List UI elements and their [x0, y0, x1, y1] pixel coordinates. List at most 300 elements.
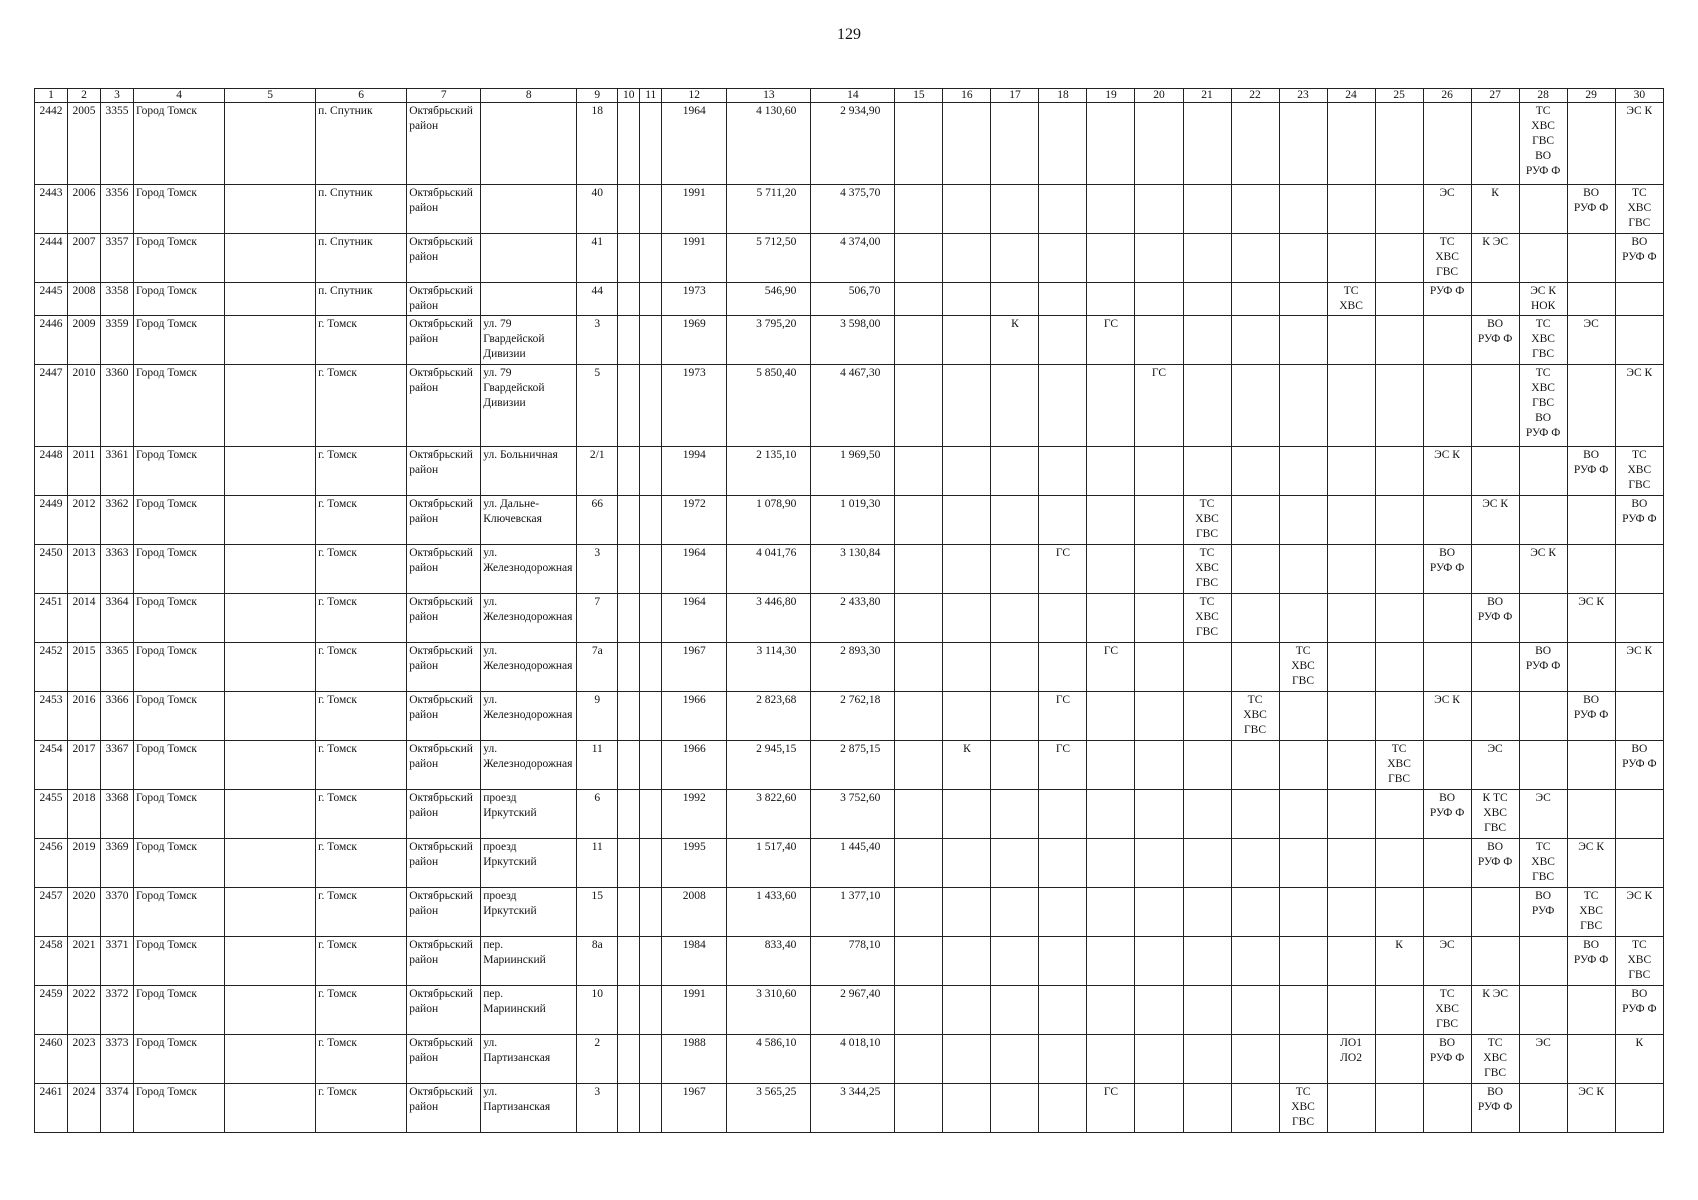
table-cell [1519, 741, 1567, 790]
table-cell: 3374 [101, 1084, 134, 1133]
table-cell: ТС ХВС ГВС [1567, 888, 1615, 937]
table-cell: 3368 [101, 790, 134, 839]
table-cell: г. Томск [316, 1084, 407, 1133]
table-cell [895, 316, 943, 365]
table-cell [225, 447, 316, 496]
column-number: 29 [1567, 89, 1615, 103]
table-cell: Октябрьский район [407, 594, 481, 643]
table-row [35, 545, 1664, 594]
table-cell [1279, 365, 1327, 447]
table-cell [1231, 594, 1279, 643]
table-cell: ЭС К [1423, 692, 1471, 741]
table-cell [1375, 283, 1423, 316]
table-cell: 1984 [662, 937, 727, 986]
table-cell [991, 234, 1039, 283]
table-cell: 2022 [68, 986, 101, 1035]
table-cell: 1973 [662, 365, 727, 447]
table-cell [1327, 496, 1375, 545]
table-cell: Октябрьский район [407, 1035, 481, 1084]
table-cell: ТС ХВС ГВС [1231, 692, 1279, 741]
table-cell: 2456 [35, 839, 68, 888]
table-cell [481, 185, 577, 234]
table-cell: 2009 [68, 316, 101, 365]
table-cell: 3371 [101, 937, 134, 986]
table-cell [1423, 365, 1471, 447]
table-cell [1375, 986, 1423, 1035]
table-cell [943, 283, 991, 316]
table-cell [640, 937, 662, 986]
table-cell [1471, 103, 1519, 185]
table-cell: ТС ХВС [1327, 283, 1375, 316]
table-cell [225, 283, 316, 316]
table-cell [1471, 692, 1519, 741]
table-cell: ЭС [1423, 937, 1471, 986]
table-cell: 2 893,30 [811, 643, 895, 692]
column-number: 14 [811, 89, 895, 103]
table-cell [1183, 1084, 1231, 1133]
table-cell [1087, 283, 1135, 316]
table-cell: 2459 [35, 986, 68, 1035]
table-cell: 4 130,60 [727, 103, 811, 185]
table-cell: проезд Иркутский [481, 839, 577, 888]
table-cell: Город Томск [134, 643, 225, 692]
table-cell [1615, 790, 1663, 839]
table-cell [1327, 234, 1375, 283]
table-cell [618, 839, 640, 888]
table-row [35, 365, 1664, 447]
table-cell: 1995 [662, 839, 727, 888]
table-cell: 41 [577, 234, 618, 283]
table-cell: ул. Железнодорожная [481, 594, 577, 643]
table-cell: 546,90 [727, 283, 811, 316]
table-cell: 1 377,10 [811, 888, 895, 937]
table-cell [1279, 283, 1327, 316]
table-cell [1087, 839, 1135, 888]
table-cell: ВО РУФ Ф [1471, 1084, 1519, 1133]
table-cell [618, 234, 640, 283]
table-cell [1519, 496, 1567, 545]
table-cell [991, 103, 1039, 185]
table-cell [991, 185, 1039, 234]
table-cell: ТС ХВС ГВС [1375, 741, 1423, 790]
table-cell [1183, 986, 1231, 1035]
table-cell [943, 1035, 991, 1084]
table-cell: 11 [577, 839, 618, 888]
table-cell [1519, 986, 1567, 1035]
table-cell: 2 433,80 [811, 594, 895, 643]
table-cell [225, 839, 316, 888]
table-cell [1279, 496, 1327, 545]
table-cell [1135, 790, 1183, 839]
table-cell: 2445 [35, 283, 68, 316]
table-cell: Город Томск [134, 741, 225, 790]
table-cell: 3366 [101, 692, 134, 741]
table-cell: 1 517,40 [727, 839, 811, 888]
table-cell [1615, 545, 1663, 594]
table-cell [1279, 447, 1327, 496]
table-cell: Город Томск [134, 594, 225, 643]
table-cell: п. Спутник [316, 185, 407, 234]
column-number: 26 [1423, 89, 1471, 103]
table-row [35, 234, 1664, 283]
table-cell [618, 1035, 640, 1084]
column-number: 22 [1231, 89, 1279, 103]
table-cell: 2446 [35, 316, 68, 365]
table-cell: проезд Иркутский [481, 888, 577, 937]
table-cell [943, 496, 991, 545]
table-cell [1183, 447, 1231, 496]
table-cell [225, 234, 316, 283]
table-cell [481, 234, 577, 283]
table-cell [991, 283, 1039, 316]
table-cell [1183, 643, 1231, 692]
table-cell: Октябрьский район [407, 790, 481, 839]
table-cell: 40 [577, 185, 618, 234]
table-cell [1327, 839, 1375, 888]
table-cell [1567, 1035, 1615, 1084]
table-cell: 7а [577, 643, 618, 692]
table-cell: ГС [1039, 692, 1087, 741]
table-cell [225, 103, 316, 185]
table-cell: ЭС К [1567, 594, 1615, 643]
table-cell [1423, 643, 1471, 692]
table-cell [1375, 365, 1423, 447]
table-cell [1327, 937, 1375, 986]
table-cell [225, 986, 316, 1035]
table-cell [1567, 545, 1615, 594]
table-cell [640, 234, 662, 283]
table-cell [943, 986, 991, 1035]
table-cell: ул. 79 Гвардейской Дивизии [481, 316, 577, 365]
table-cell [1087, 986, 1135, 1035]
table-cell [1471, 545, 1519, 594]
table-cell [1135, 839, 1183, 888]
table-row [35, 185, 1664, 234]
table-cell: 3 822,60 [727, 790, 811, 839]
table-cell [1135, 185, 1183, 234]
table-cell [1039, 888, 1087, 937]
table-cell: 1 433,60 [727, 888, 811, 937]
table-cell: 2458 [35, 937, 68, 986]
table-cell [1279, 545, 1327, 594]
table-cell [225, 365, 316, 447]
table-cell: 3365 [101, 643, 134, 692]
table-cell: ЭС К [1567, 1084, 1615, 1133]
table-cell: 2454 [35, 741, 68, 790]
table-cell: 2 967,40 [811, 986, 895, 1035]
table-cell: 2461 [35, 1084, 68, 1133]
table-cell [943, 545, 991, 594]
table-cell: 3 598,00 [811, 316, 895, 365]
table-cell: 2460 [35, 1035, 68, 1084]
table-cell: Октябрьский район [407, 1084, 481, 1133]
table-cell [1231, 937, 1279, 986]
table-cell [1039, 316, 1087, 365]
table-cell [1279, 692, 1327, 741]
table-cell [1375, 496, 1423, 545]
table-cell: К [1375, 937, 1423, 986]
table-cell: ВО РУФ Ф [1423, 790, 1471, 839]
table-cell [225, 692, 316, 741]
table-cell [1471, 365, 1519, 447]
table-cell [225, 741, 316, 790]
table-cell [1183, 1035, 1231, 1084]
table-row [35, 741, 1664, 790]
table-cell: Октябрьский район [407, 741, 481, 790]
table-cell [1279, 741, 1327, 790]
table-cell [991, 839, 1039, 888]
table-cell: п. Спутник [316, 234, 407, 283]
column-number: 17 [991, 89, 1039, 103]
table-cell: ВО РУФ Ф [1567, 937, 1615, 986]
table-cell [1183, 888, 1231, 937]
table-cell [225, 1035, 316, 1084]
table-cell [943, 937, 991, 986]
table-cell [1423, 496, 1471, 545]
table-cell [1567, 234, 1615, 283]
table-cell: 2448 [35, 447, 68, 496]
table-cell: 2007 [68, 234, 101, 283]
table-cell [895, 103, 943, 185]
table-cell: 3357 [101, 234, 134, 283]
table-cell: п. Спутник [316, 283, 407, 316]
table-cell: 3 [577, 316, 618, 365]
table-cell [1615, 692, 1663, 741]
table-cell: 3361 [101, 447, 134, 496]
table-cell: ТС ХВС ГВС [1615, 937, 1663, 986]
table-cell [1615, 839, 1663, 888]
table-cell: 2010 [68, 365, 101, 447]
table-cell [1135, 741, 1183, 790]
table-cell [1183, 365, 1231, 447]
table-cell [895, 839, 943, 888]
table-cell [1327, 594, 1375, 643]
table-cell: 2450 [35, 545, 68, 594]
table-cell [225, 316, 316, 365]
table-cell [1423, 888, 1471, 937]
table-cell: ВО РУФ Ф [1615, 986, 1663, 1035]
table-row [35, 283, 1664, 316]
table-row [35, 316, 1664, 365]
table-cell: 3 [577, 545, 618, 594]
table-cell: 3364 [101, 594, 134, 643]
table-cell [1087, 447, 1135, 496]
table-row [35, 790, 1664, 839]
table-cell: Октябрьский район [407, 447, 481, 496]
table-cell: ЭС К [1423, 447, 1471, 496]
table-cell: ЛО1 ЛО2 [1327, 1035, 1375, 1084]
table-cell: ГС [1039, 741, 1087, 790]
table-cell [895, 1084, 943, 1133]
table-cell [1471, 888, 1519, 937]
table-cell [640, 447, 662, 496]
table-cell: 3 114,30 [727, 643, 811, 692]
table-cell [1183, 185, 1231, 234]
table-cell: ТС ХВС ГВС [1183, 594, 1231, 643]
table-cell [1567, 103, 1615, 185]
table-cell: ВО РУФ Ф [1519, 643, 1567, 692]
table-cell: ВО РУФ Ф [1423, 1035, 1471, 1084]
table-cell [1135, 888, 1183, 937]
table-cell [1231, 283, 1279, 316]
table-cell: г. Томск [316, 692, 407, 741]
table-cell: 1967 [662, 643, 727, 692]
table-cell [1375, 643, 1423, 692]
column-number: 3 [101, 89, 134, 103]
table-cell: 3370 [101, 888, 134, 937]
table-cell [1039, 185, 1087, 234]
table-cell: г. Томск [316, 986, 407, 1035]
table-cell [1231, 986, 1279, 1035]
table-cell [1327, 643, 1375, 692]
table-cell: г. Томск [316, 1035, 407, 1084]
table-cell: 18 [577, 103, 618, 185]
table-cell: 10 [577, 986, 618, 1035]
column-number: 5 [225, 89, 316, 103]
table-cell: 1966 [662, 741, 727, 790]
table-cell [1039, 283, 1087, 316]
table-cell [1135, 447, 1183, 496]
column-number: 12 [662, 89, 727, 103]
table-cell [1039, 839, 1087, 888]
table-row [35, 643, 1664, 692]
table-cell: г. Томск [316, 888, 407, 937]
table-cell [1423, 839, 1471, 888]
column-number: 20 [1135, 89, 1183, 103]
table-cell: Октябрьский район [407, 937, 481, 986]
table-cell: 2447 [35, 365, 68, 447]
table-cell [1039, 365, 1087, 447]
table-cell [640, 986, 662, 1035]
table-cell [1327, 545, 1375, 594]
table-cell [943, 447, 991, 496]
table-cell [1423, 316, 1471, 365]
table-cell [1567, 643, 1615, 692]
table-cell: 2453 [35, 692, 68, 741]
table-cell [895, 234, 943, 283]
table-cell: 2 [577, 1035, 618, 1084]
table-cell [225, 545, 316, 594]
table-cell [1279, 888, 1327, 937]
table-cell: ЭС [1519, 790, 1567, 839]
table-cell: 1991 [662, 185, 727, 234]
table-cell: 2/1 [577, 447, 618, 496]
table-cell [1087, 234, 1135, 283]
table-cell [895, 594, 943, 643]
table-cell: 2016 [68, 692, 101, 741]
table-cell [618, 496, 640, 545]
table-cell: 1 969,50 [811, 447, 895, 496]
table-cell [618, 986, 640, 1035]
table-cell: Октябрьский район [407, 692, 481, 741]
table-cell [618, 316, 640, 365]
table-cell: г. Томск [316, 643, 407, 692]
table-cell: Октябрьский район [407, 283, 481, 316]
table-cell [991, 643, 1039, 692]
table-cell: г. Томск [316, 496, 407, 545]
table-cell: РУФ Ф [1423, 283, 1471, 316]
table-cell [1471, 643, 1519, 692]
table-cell: ВО РУФ Ф [1471, 316, 1519, 365]
column-number: 21 [1183, 89, 1231, 103]
table-cell [991, 790, 1039, 839]
table-cell [640, 283, 662, 316]
table-cell [1183, 692, 1231, 741]
table-cell: г. Томск [316, 365, 407, 447]
table-cell [1231, 316, 1279, 365]
table-cell [1279, 790, 1327, 839]
table-cell: Октябрьский район [407, 496, 481, 545]
table-cell: Город Томск [134, 283, 225, 316]
table-cell [1615, 1084, 1663, 1133]
table-cell: Город Томск [134, 185, 225, 234]
table-cell [481, 103, 577, 185]
table-row [35, 103, 1664, 185]
table-cell: ЭС К [1567, 839, 1615, 888]
table-cell: ТС ХВС ГВС [1519, 316, 1567, 365]
table-cell [1183, 790, 1231, 839]
table-cell [1423, 741, 1471, 790]
column-number: 24 [1327, 89, 1375, 103]
table-cell [1231, 365, 1279, 447]
table-cell: ВО РУФ Ф [1567, 692, 1615, 741]
table-cell: 778,10 [811, 937, 895, 986]
table-cell: ЭС К [1519, 545, 1567, 594]
table-cell: п. Спутник [316, 103, 407, 185]
table-cell [1519, 937, 1567, 986]
table-cell [1375, 790, 1423, 839]
table-cell: 1 019,30 [811, 496, 895, 545]
table-cell: Октябрьский район [407, 103, 481, 185]
table-cell: Город Томск [134, 790, 225, 839]
table-cell: 3360 [101, 365, 134, 447]
column-number: 11 [640, 89, 662, 103]
table-cell [1375, 692, 1423, 741]
table-cell [1279, 1035, 1327, 1084]
table-cell: ЭС К [1615, 365, 1663, 447]
table-cell: 2008 [662, 888, 727, 937]
table-cell: 2005 [68, 103, 101, 185]
table-cell [991, 692, 1039, 741]
table-cell: 1 078,90 [727, 496, 811, 545]
table-cell [640, 496, 662, 545]
table-cell [991, 937, 1039, 986]
table-cell: ГС [1135, 365, 1183, 447]
table-cell: Октябрьский район [407, 643, 481, 692]
table-cell: Город Томск [134, 545, 225, 594]
table-cell: 2012 [68, 496, 101, 545]
table-cell: 2452 [35, 643, 68, 692]
table-cell: Город Томск [134, 839, 225, 888]
column-number: 9 [577, 89, 618, 103]
table-cell [943, 594, 991, 643]
table-cell: К [1615, 1035, 1663, 1084]
table-cell [225, 496, 316, 545]
column-number: 25 [1375, 89, 1423, 103]
table-cell: ТС ХВС ГВС [1423, 986, 1471, 1035]
table-cell [895, 1035, 943, 1084]
table-cell: 3 795,20 [727, 316, 811, 365]
table-cell [618, 283, 640, 316]
table-cell: ГС [1039, 545, 1087, 594]
table-cell: 2451 [35, 594, 68, 643]
table-cell [1279, 185, 1327, 234]
table-cell [1519, 692, 1567, 741]
table-cell: 2 875,15 [811, 741, 895, 790]
table-cell: 833,40 [727, 937, 811, 986]
table-cell: 3373 [101, 1035, 134, 1084]
table-cell: Октябрьский район [407, 185, 481, 234]
